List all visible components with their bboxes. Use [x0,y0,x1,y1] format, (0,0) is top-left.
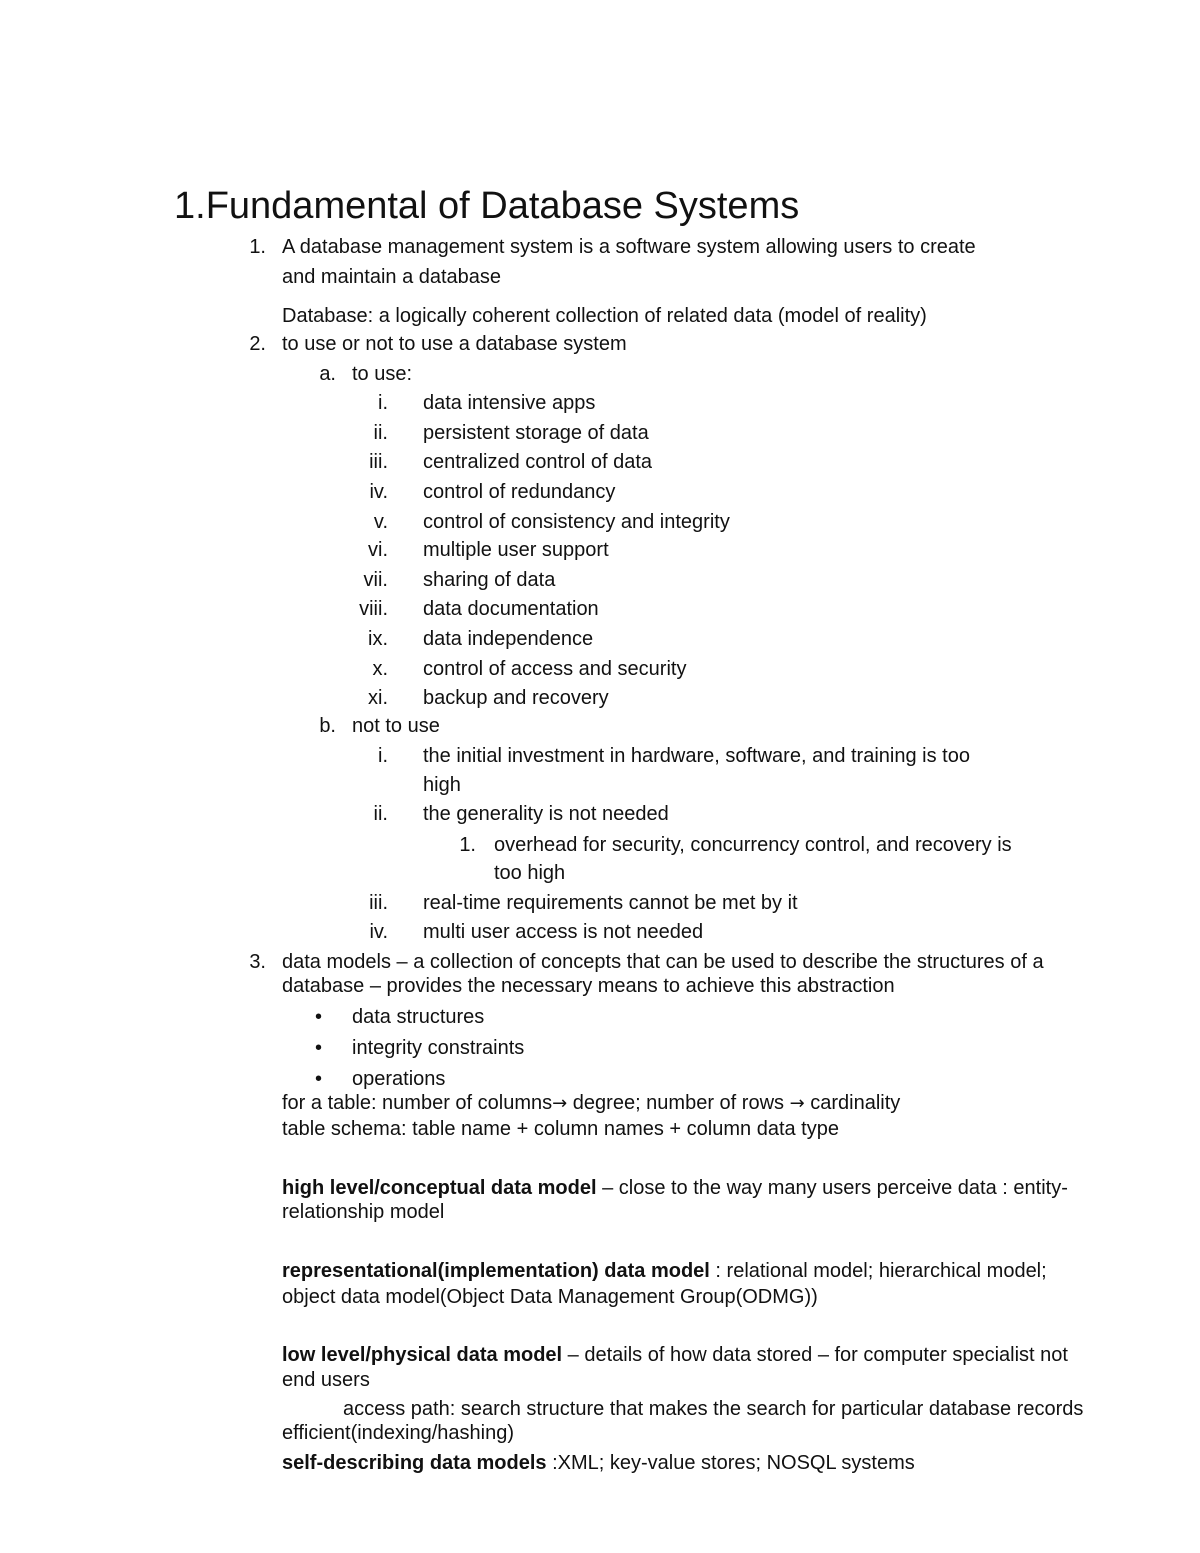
item3-line1: data models – a collection of concepts that can be used to describe the structures of a [282,951,1044,973]
item2-text: to use or not to use a database system [282,333,627,355]
access-path-cont: efficient(indexing/hashing) [282,1422,515,1444]
table-degree-line [282,1091,900,1116]
term-description: : relational model; hierarchical model; [709,1260,1047,1282]
list-item-continuation: high [423,774,461,796]
database-definition: Database: a logically coherent collection of related data (model of reality) [282,305,927,327]
term: low level/physical data model [282,1344,563,1366]
to-use-heading: to use: [352,363,413,385]
not-to-use-heading: not to use [352,715,440,737]
list-item: backup and recovery [423,687,609,709]
list-marker: i. [378,745,388,767]
list-marker: vii. [363,569,388,591]
list-marker: xi. [368,687,388,709]
table-line-part: cardinality [804,1092,901,1114]
list-item: control of consistency and integrity [423,511,730,533]
list-item: real-time requirements cannot be met by it [423,892,798,914]
list-marker: vi. [368,539,388,561]
list-item: sharing of data [423,569,556,591]
item3-line2: database – provides the necessary means to achieve this abstraction [282,975,895,997]
list-item: centralized control of data [423,451,653,473]
list-marker: ix. [368,628,388,650]
list-marker: x. [372,658,388,680]
list-marker: a. [319,363,336,385]
list-item: control of access and security [423,658,687,680]
list-item: the initial investment in hardware, software, and training is too [423,745,970,767]
term-description: – details of how data stored – for computer specialist not [562,1344,1068,1366]
list-marker: v. [373,511,388,533]
list-marker: ii. [373,422,388,444]
list-marker: 1. [459,834,476,856]
bullet-item: integrity constraints [352,1037,525,1059]
list-item-continuation: too high [494,862,566,884]
right-arrow-icon: → [552,1093,568,1114]
list-marker: 1. [249,236,266,258]
self-describing-model [282,1451,915,1475]
table-schema-line: table schema: table name + column names + column data type [282,1118,839,1140]
item1-line1: A database management system is a software system allowing users to create [282,236,976,258]
list-item: multiple user support [423,539,609,561]
list-item: the generality is not needed [423,803,669,825]
low-level-model-cont: end users [282,1369,370,1391]
list-item: multi user access is not needed [423,921,704,943]
low-level-model [282,1343,1068,1367]
bullet-item: operations [352,1068,446,1090]
list-marker: b. [319,715,336,737]
bullet-icon: • [315,1068,323,1090]
table-line-part: degree; number of rows [567,1092,790,1114]
representational-model [282,1259,1047,1283]
page-title: 1.Fundamental of Database Systems [174,185,800,227]
term: self-describing data models [282,1452,547,1474]
list-item: data documentation [423,598,599,620]
bullet-icon: • [315,1037,323,1059]
item1-line2: and maintain a database [282,266,502,288]
list-item: data intensive apps [423,392,596,414]
list-item: overhead for security, concurrency control, and recovery is [494,834,1012,856]
list-item: persistent storage of data [423,422,649,444]
list-item: data independence [423,628,594,650]
list-marker: 2. [249,333,266,355]
term-description: – close to the way many users perceive data : entity- [596,1177,1068,1199]
list-marker: ii. [373,803,388,825]
list-marker: iv. [369,921,388,943]
list-marker: 3. [249,951,266,973]
high-level-model-cont: relationship model [282,1201,445,1223]
bullet-icon: • [315,1006,323,1028]
access-path-line: access path: search structure that makes the search for particular database records [343,1398,1084,1420]
term-description: :XML; key-value stores; NOSQL systems [546,1452,915,1474]
term: high level/conceptual data model [282,1177,597,1199]
bullet-item: data structures [352,1006,485,1028]
table-line-part: for a table: number of columns [282,1092,553,1114]
list-item: control of redundancy [423,481,616,503]
representational-model-cont: object data model(Object Data Management Group(ODMG)) [282,1286,818,1308]
list-marker: viii. [359,598,388,620]
list-marker: iii. [369,892,388,914]
list-marker: iv. [369,481,388,503]
list-marker: iii. [369,451,388,473]
term: representational(implementation) data model [282,1260,710,1282]
right-arrow-icon: → [789,1093,805,1114]
high-level-model [282,1176,1068,1200]
list-marker: i. [378,392,388,414]
